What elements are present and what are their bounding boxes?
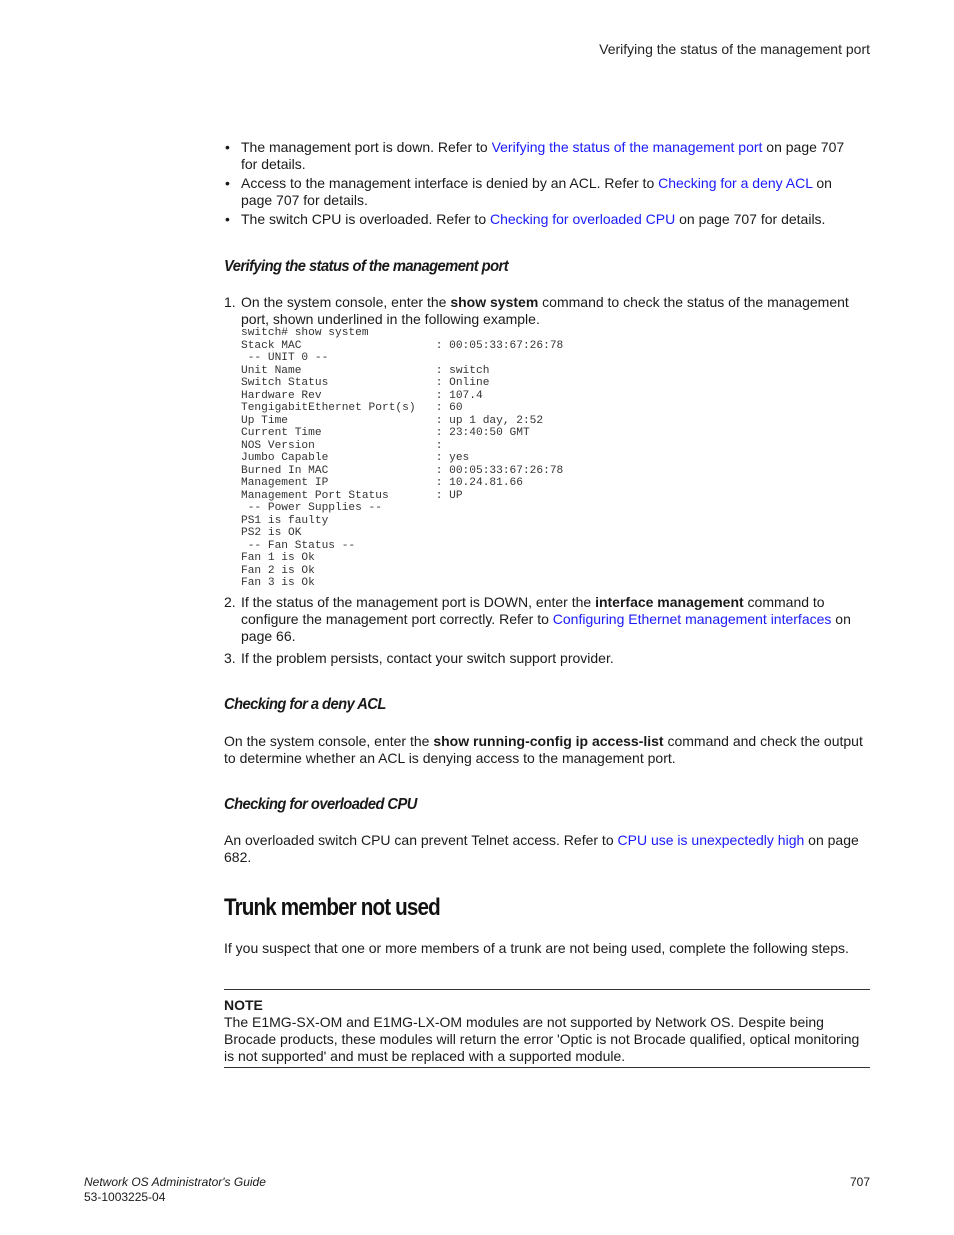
cause-list (224, 139, 864, 230)
step-2: 2. If the status of the management port is DOWN, enter the interface management command to configure the management port correctly. Refer to Configuring Ethernet management interfaces on page 66. (224, 594, 851, 644)
paragraph-deny-acl: On the system console, enter the show running-config ip access-list command and check the output to determine whether an ACL is denying access to the management port. (224, 733, 863, 766)
running-header: Verifying the status of the management port (599, 41, 870, 57)
link-verify-mgmt-port[interactable]: Verifying the status of the management port (491, 139, 763, 155)
paragraph-overloaded-cpu: An overloaded switch CPU can prevent Telnet access. Refer to CPU use is unexpectedly high on page 682. (224, 832, 859, 865)
subheading-overloaded-cpu: Checking for overloaded CPU (224, 796, 417, 813)
code-sample-show-system: switch# show system Stack MAC : 00:05:33:67:26:78 -- UNIT 0 -- Unit Name : switch Switch Status : Online Hardware Rev : 107.4 TengigabitEthernet Port(s) : 60 Up Time : up 1 day, 2:52 Current Time : 23:40:50 GMT NOS Version : Jumbo Capable : yes Burned In MAC : 00:05:33:67:26:78 Management IP : 10.24.81.66 Management Port Status : UP -- Power Supplies -- PS1 is faulty PS2 is OK -- Fan Status -- Fan 1 is Ok Fan 2 is Ok Fan 3 is Ok (241, 327, 564, 589)
link-configuring-ethernet-mgmt[interactable]: Configuring Ethernet management interfaces (552, 611, 832, 627)
link-overloaded-cpu[interactable]: Checking for overloaded CPU (490, 211, 676, 227)
command-show-running-config: show running-config ip access-list (433, 733, 664, 749)
command-interface-management: interface management (595, 594, 744, 610)
footer-doc-info (84, 1175, 266, 1205)
command-show-system: show system (450, 294, 539, 310)
section-title-trunk: Trunk member not used (224, 894, 440, 921)
subheading-deny-acl: Checking for a deny ACL (224, 696, 386, 713)
link-deny-acl[interactable]: Checking for a deny ACL (658, 175, 813, 191)
list-item: • Access to the management interface is denied by an ACL. Refer to Checking for a deny ACL on page 707 for details. (224, 175, 864, 209)
note-text: The E1MG-SX-OM and E1MG-LX-OM modules are not supported by Network OS. Despite being Brocade products, these modules will return the error 'Optic is not Brocade qualified, optical monitoring is not supported' and must be replaced with a supported module. (224, 1014, 860, 1064)
subheading-mgmt-port: Verifying the status of the management port (224, 258, 509, 275)
note-label: NOTE (224, 997, 263, 1013)
footer-doc-title: Network OS Administrator's Guide (84, 1175, 266, 1189)
list-item: • The management port is down. Refer to Verifying the status of the management port on page 707 for details. (224, 139, 864, 173)
paragraph-trunk-intro: If you suspect that one or more members of a trunk are not being used, complete the following steps. (224, 940, 849, 956)
list-item: • The switch CPU is overloaded. Refer to Checking for overloaded CPU on page 707 for details. (224, 211, 864, 228)
note-box (224, 989, 870, 1068)
link-cpu-use-high[interactable]: CPU use is unexpectedly high (617, 832, 805, 848)
step-1: 1. On the system console, enter the show system command to check the status of the management port, shown underlined in the following example. (224, 294, 849, 327)
footer-page-number: 707 (849, 1175, 870, 1189)
footer-doc-number: 53-1003225-04 (84, 1190, 166, 1204)
step-3: 3. If the problem persists, contact your switch support provider. (224, 650, 614, 666)
